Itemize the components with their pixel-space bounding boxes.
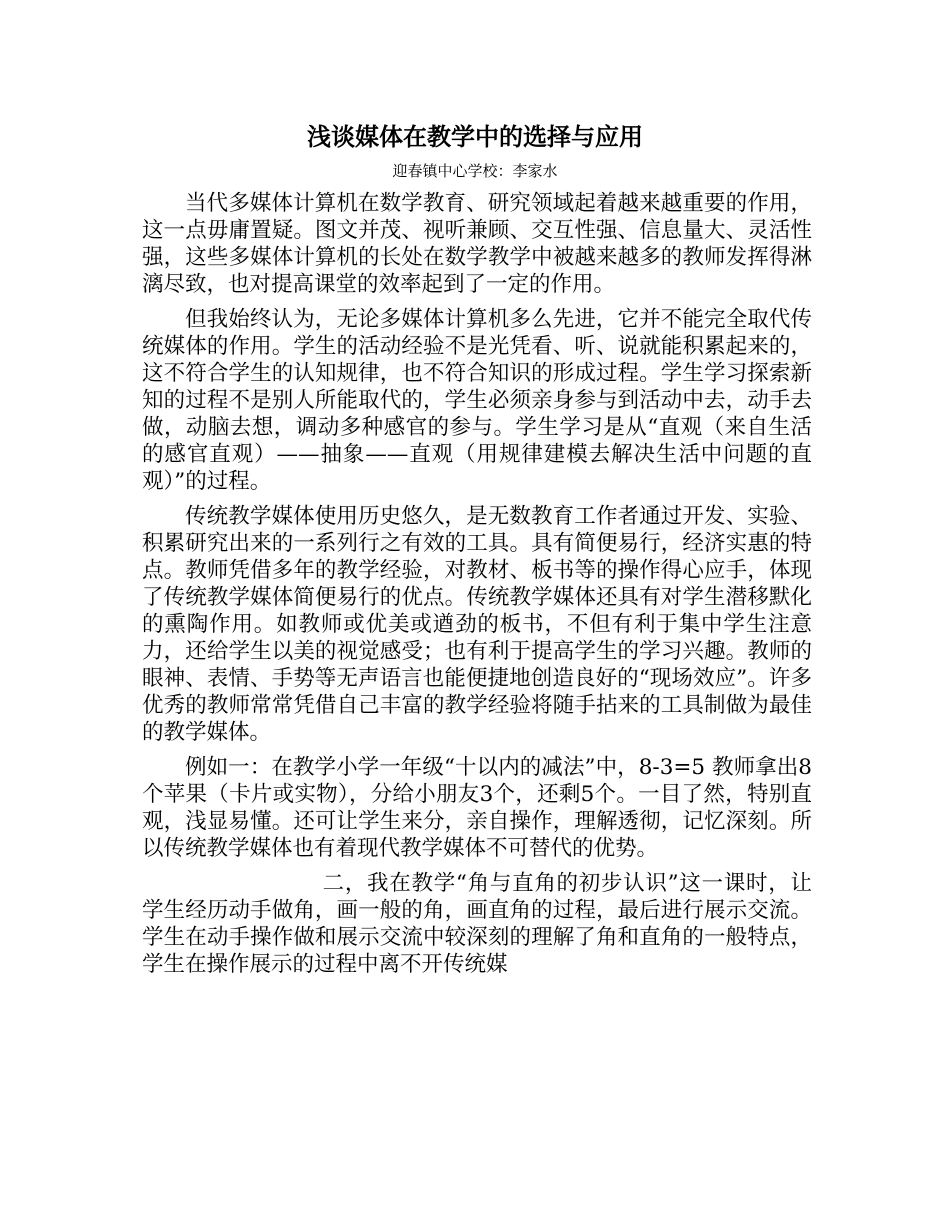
document-title: 浅谈媒体在教学中的选择与应用 — [307, 123, 643, 151]
paragraph: 当代多媒体计算机在数学教育、研究领域起着越来越重要的作用，这一点毋庸置疑。图文并茂、视听兼顾、交互性强、信息量大、灵活性强，这些多媒体计算机的长处在数学教学中被越来越多的教师发挥得淋漓尽致，也对提高课堂的效率起到了一定的作用。 — [142, 191, 812, 297]
paragraph: 例如一：在教学小学一年级“十以内的减法”中，8-3=5 教师拿出8个苹果（卡片或实物），分给小朋友3个，还剩5个。一目了然，特别直观，浅显易懂。还可让学生来分，亲自操作，理解透彻，记忆深刻。所以传统教学媒体也有着现代教学媒体不可替代的优势。 — [142, 755, 812, 861]
paragraph: 二，我在教学“角与直角的初步认识”这一课时，让学生经历动手做角，画一般的角，画直角的过程，最后进行展示交流。学生在动手操作做和展示交流中较深刻的理解了角和直角的一般特点，学生在操作展示的过程中离不开传统媒 — [142, 871, 812, 977]
paragraph: 传统教学媒体使用历史悠久，是无数教育工作者通过开发、实验、积累研究出来的一系列行之有效的工具。具有简便易行，经济实惠的特点。教师凭借多年的教学经验，对教材、板书等的操作得心应手，体现了传统教学媒体简便易行的优点。传统教学媒体还具有对学生潜移默化的熏陶作用。如教师或优美或遒劲的板书，不但有利于集中学生注意力，还给学生以美的视觉感受；也有利于提高学生的学习兴趣。教师的眼神、表情、手势等无声语言也能便捷地创造良好的“现场效应”。许多优秀的教师常常凭借自己丰富的教学经验将随手拈来的工具制做为最佳的教学媒体。 — [142, 504, 812, 745]
document-body — [142, 190, 812, 986]
paragraph: 但我始终认为，无论多媒体计算机多么先进，它并不能完全取代传统媒体的作用。学生的活动经验不是光凭看、听、说就能积累起来的，这不符合学生的认知规律，也不符合知识的形成过程。学生学习探索新知的过程不是别人所能取代的，学生必须亲身参与到活动中去，动手去做，动脑去想，调动多种感官的参与。学生学习是从“直观（来自生活的感官直观）——抽象——直观（用规律建模去解决生活中问题的直观）”的过程。 — [142, 307, 812, 494]
document-author: 迎春镇中心学校：李家水 — [392, 162, 558, 180]
